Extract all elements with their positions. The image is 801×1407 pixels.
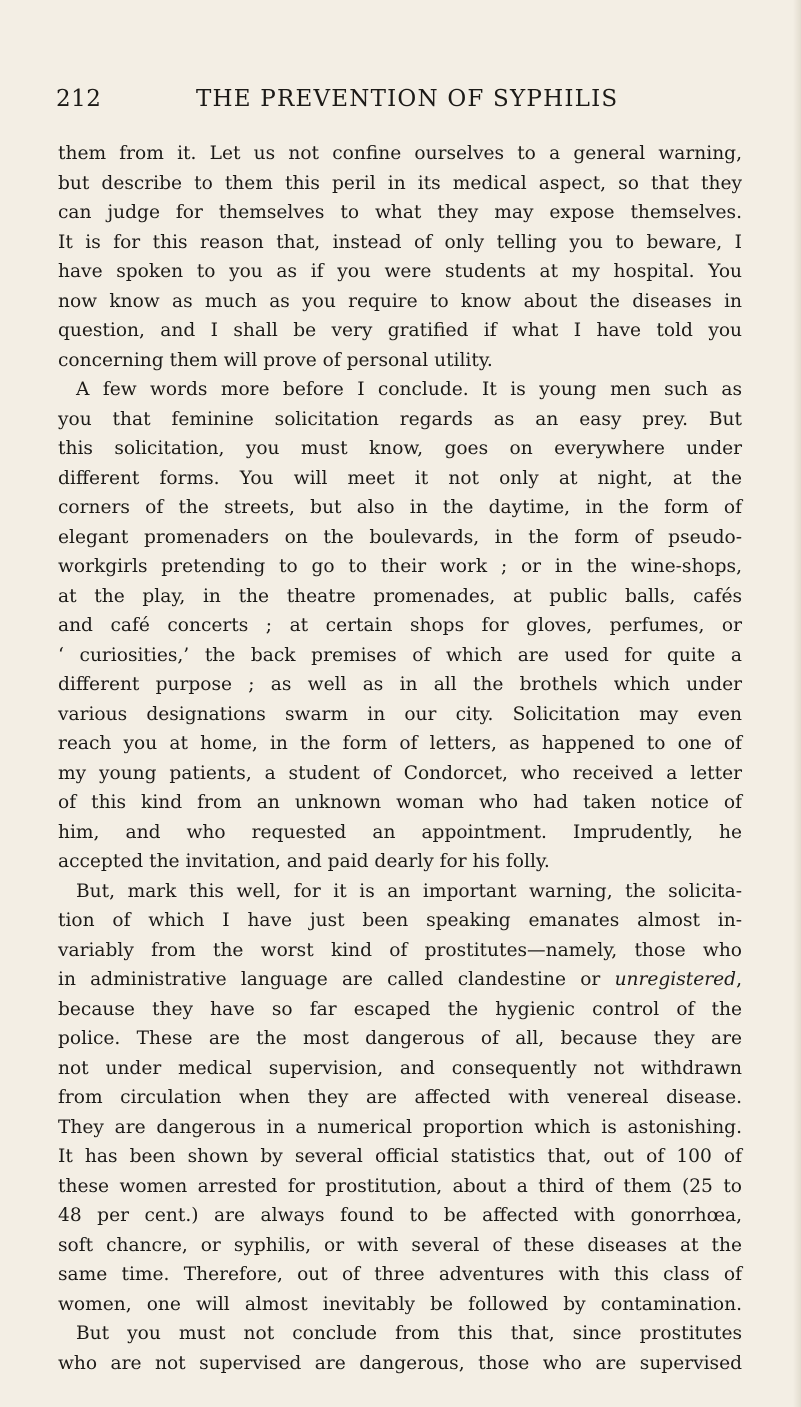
text-line: him, and who requested an appointment. Imprudently, he: [58, 821, 742, 843]
page-number: 212: [56, 86, 102, 112]
text-line: ‘ curiosities,’ the back premises of which are used for quite a: [58, 644, 742, 666]
text-line: They are dangerous in a numerical proportion which is astonishing.: [58, 1116, 742, 1138]
text-line: soft chancre, or syphilis, or with several of these diseases at the: [58, 1234, 742, 1256]
text-line: but describe to them this peril in its medical aspect, so that they: [58, 172, 742, 194]
text-line: various designations swarm in our city. Solicitation may even: [58, 703, 742, 725]
body-text: [58, 139, 742, 1378]
text-line: 48 per cent.) are always found to be affected with gonorrhœa,: [58, 1205, 742, 1226]
page-edge: [793, 0, 801, 1407]
text-line: corners of the streets, but also in the daytime, in the form of: [58, 497, 742, 518]
paragraph-first-line: But you must not conclude from this that, since prostitutes: [76, 1323, 742, 1344]
text-line: tion of which I have just been speaking emanates almost in-: [58, 910, 742, 931]
text-line: these women arrested for prostitution, about a third of them (25 to: [58, 1175, 742, 1197]
text-line: women, one will almost inevitably be followed by contamination.: [58, 1293, 742, 1315]
text-line: of this kind from an unknown woman who had taken notice of: [58, 792, 742, 813]
text-line: this solicitation, you must know, goes on everywhere under: [58, 438, 742, 459]
text-line: workgirls pretending to go to their work ; or in the wine-shops,: [58, 556, 742, 577]
line-text: in administrative language are called clandestine or: [58, 969, 615, 990]
running-title: THE PREVENTION OF SYPHILIS: [196, 86, 619, 112]
text-line: and café concerts ; at certain shops for gloves, perfumes, or: [58, 615, 742, 636]
text-line: different purpose ; as well as in all the brothels which under: [58, 674, 742, 695]
text-line: police. These are the most dangerous of all, because they are: [58, 1028, 742, 1049]
text-line: different forms. You will meet it not only at night, at the: [58, 467, 742, 489]
text-line: accepted the invitation, and paid dearly for his folly.: [58, 851, 550, 872]
text-line: from circulation when they are affected with venereal disease.: [58, 1087, 742, 1108]
text-line: have spoken to you as if you were students at my hospital. You: [58, 261, 742, 282]
text-line: It has been shown by several official statistics that, out of 100 of: [58, 1146, 742, 1167]
text-line: question, and I shall be very gratified if what I have told you: [58, 320, 742, 341]
paragraph-first-line: A few words more before I conclude. It is young men such as: [76, 379, 742, 400]
italic-term: unregistered: [614, 969, 737, 990]
text-line: concerning them will prove of personal utility.: [58, 349, 493, 371]
text-line: you that feminine solicitation regards as an easy prey. But: [58, 408, 742, 430]
text-line: because they have so far escaped the hygienic control of the: [58, 998, 742, 1020]
line-punctuation: ,: [736, 969, 742, 990]
text-line: elegant promenaders on the boulevards, in the form of pseudo-: [58, 526, 742, 548]
text-line: It is for this reason that, instead of only telling you to beware, I: [58, 231, 742, 253]
text-line: can judge for themselves to what they may expose themselves.: [58, 202, 742, 223]
text-line: now know as much as you require to know about the diseases in: [58, 290, 742, 312]
running-head: [56, 86, 746, 122]
paragraph-first-line: But, mark this well, for it is an important warning, the solicita-: [76, 880, 742, 902]
text-line: at the play, in the theatre promenades, at public balls, cafés: [58, 585, 742, 607]
text-line: not under medical supervision, and consequently not withdrawn: [58, 1057, 742, 1079]
text-line: them from it. Let us not confine ourselves to a general warning,: [58, 143, 742, 164]
text-line: same time. Therefore, out of three adventures with this class of: [58, 1264, 742, 1285]
text-line-with-italic: [58, 965, 742, 995]
text-line: variably from the worst kind of prostitutes—namely, those who: [58, 939, 742, 961]
text-line: my young patients, a student of Condorcet, who received a letter: [58, 762, 742, 784]
text-line: who are not supervised are dangerous, those who are supervised: [58, 1352, 742, 1374]
text-line: reach you at home, in the form of letters, as happened to one of: [58, 733, 742, 754]
